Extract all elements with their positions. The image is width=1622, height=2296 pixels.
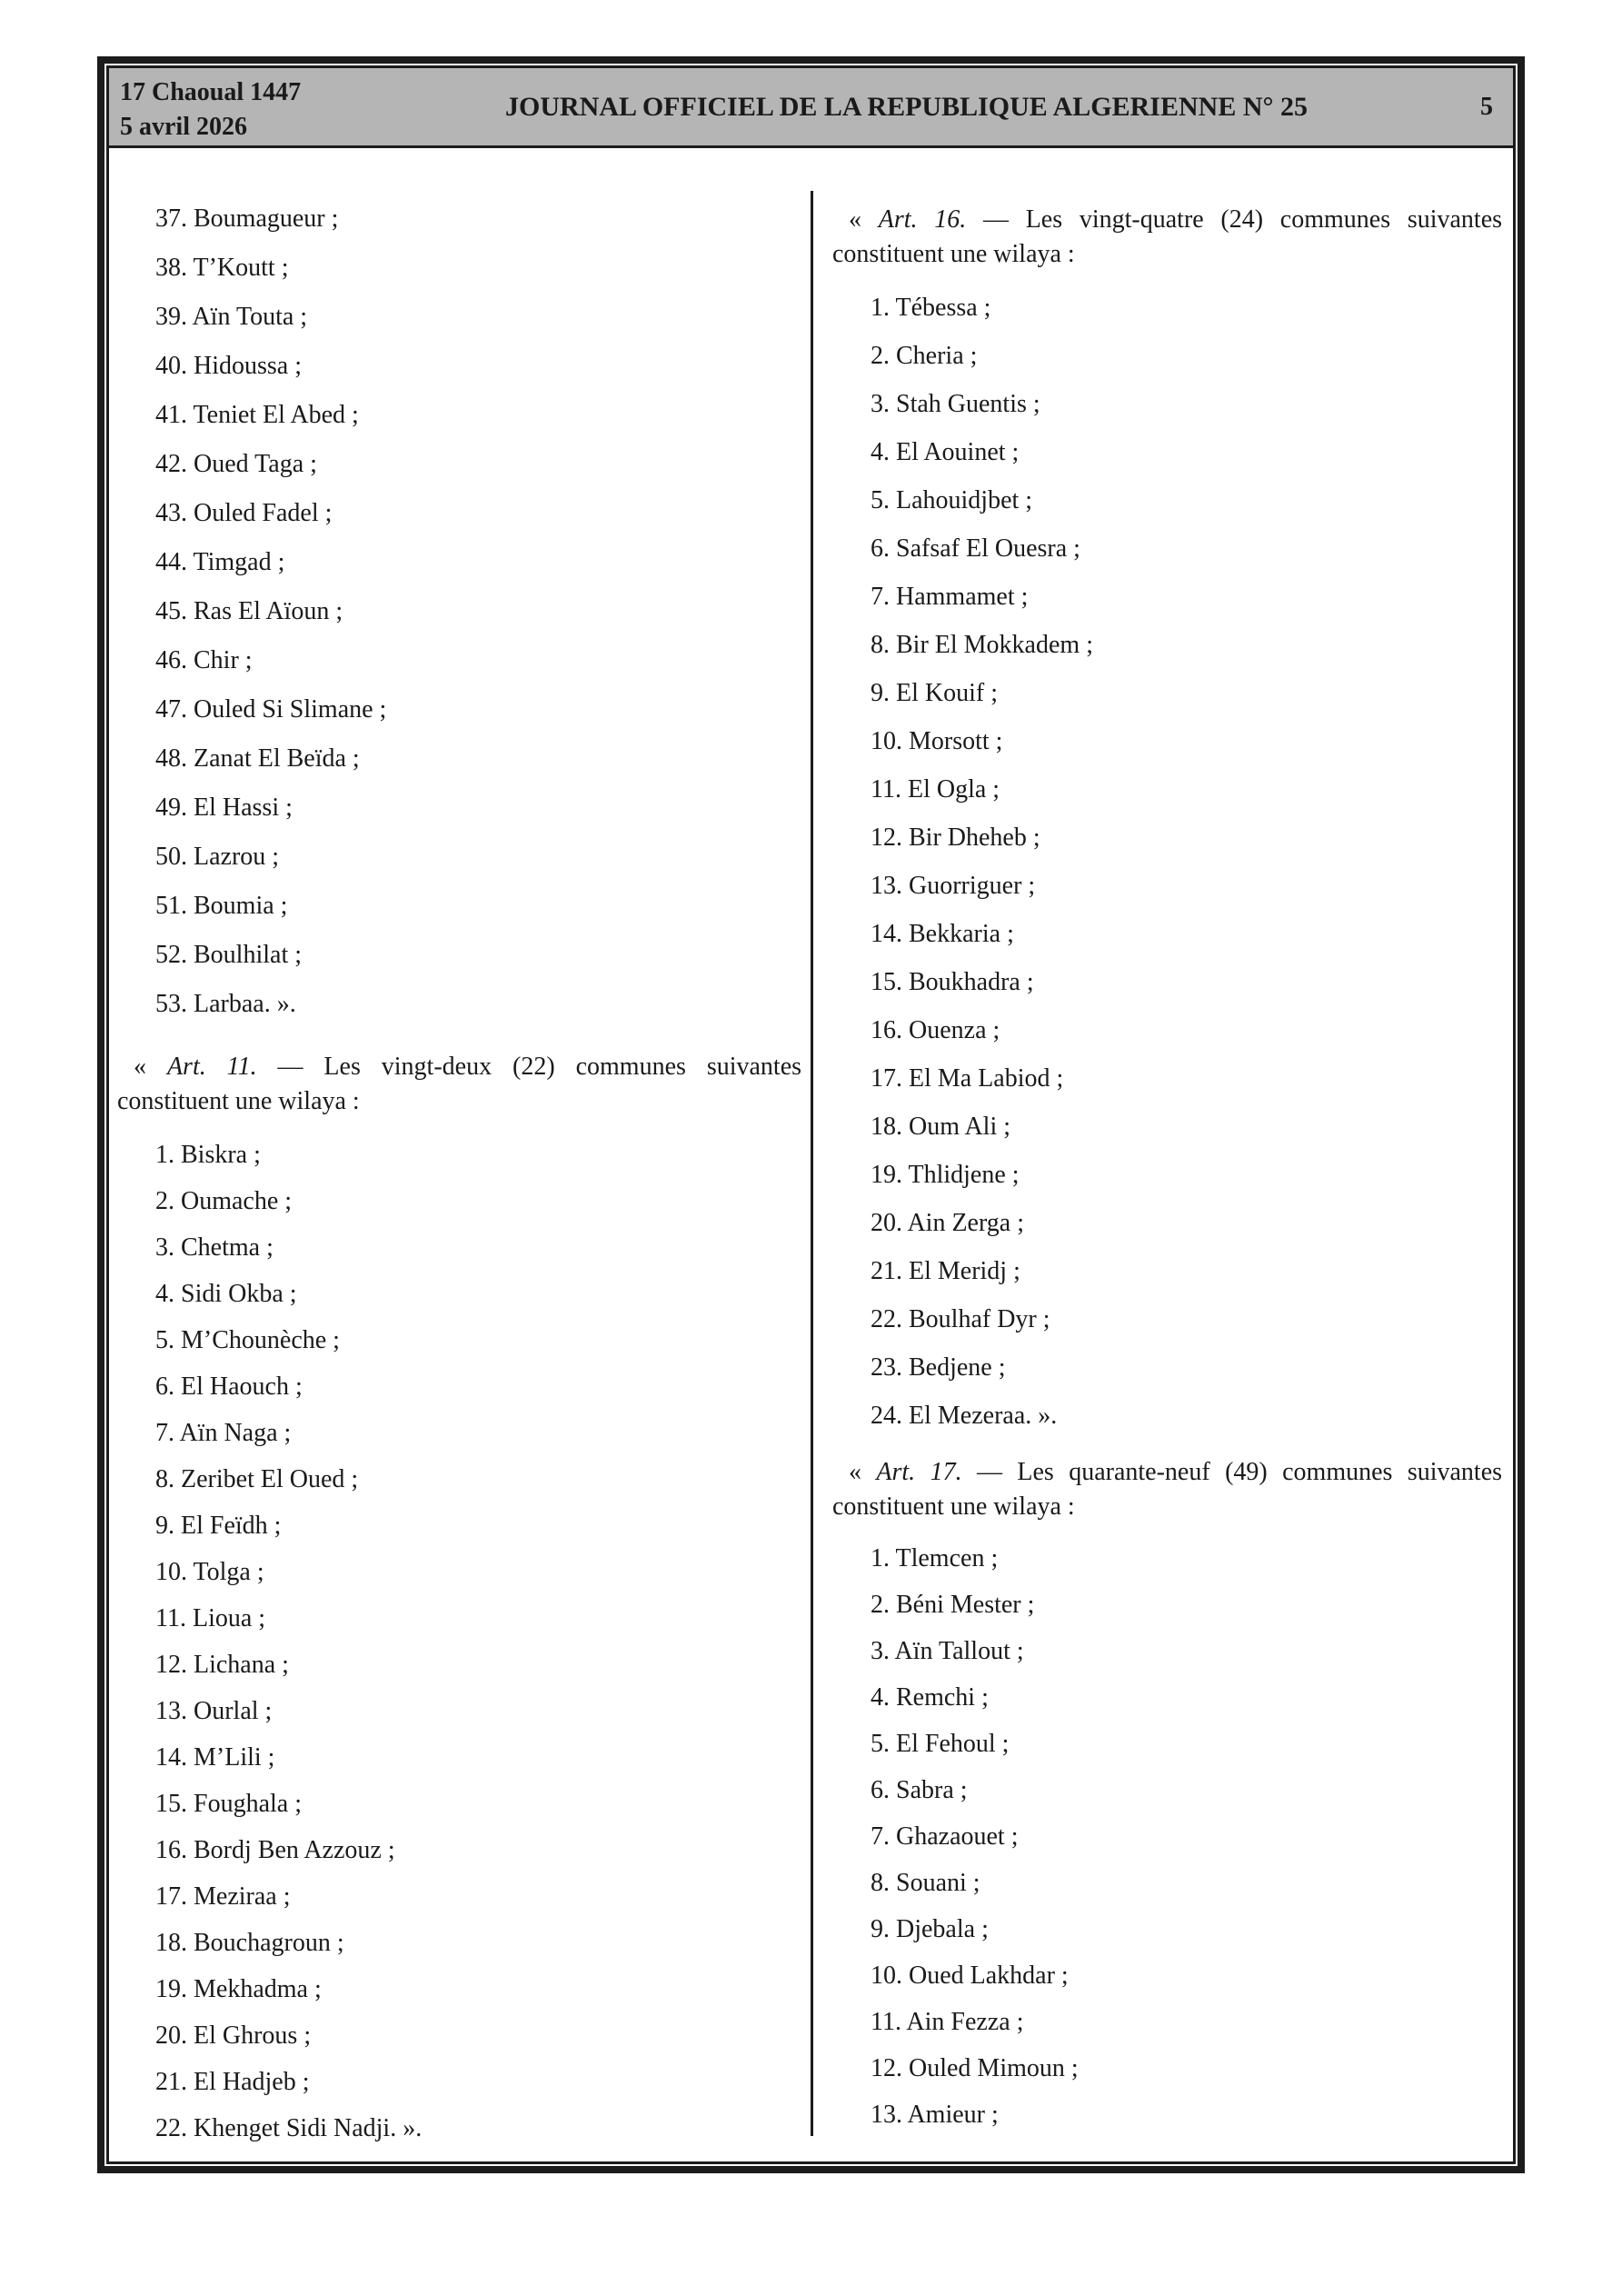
list-item: 2. Cheria ;: [871, 342, 978, 370]
list-item: 50. Lazrou ;: [155, 843, 280, 871]
list-item: 45. Ras El Aïoun ;: [155, 597, 343, 625]
article-17-intro-line1: [832, 1455, 1502, 1490]
list-item: 7. Aïn Naga ;: [155, 1419, 292, 1447]
list-item: 6. Sabra ;: [871, 1776, 968, 1804]
article-16-intro-text: — Les vingt-quatre (24) communes suivantes: [982, 205, 1503, 234]
list-item: 10. Tolga ;: [155, 1558, 264, 1586]
left-column: [109, 148, 811, 2161]
list-item: 51. Boumia ;: [155, 892, 288, 920]
right-column: [813, 148, 1513, 2161]
list-item: 10. Morsott ;: [871, 727, 1003, 755]
article-11-ref: Art. 11.: [166, 1053, 257, 1081]
list-item: 46. Chir ;: [155, 646, 253, 674]
opening-guillemet: «: [134, 1053, 146, 1081]
article-17-communes-list: [832, 1546, 1502, 2128]
list-item: 24. El Mezeraa. ».: [871, 1402, 1058, 1430]
list-item: 5. Lahouidjbet ;: [871, 486, 1033, 514]
list-item: 13. Ourlal ;: [155, 1697, 273, 1725]
list-item: 1. Biskra ;: [155, 1141, 261, 1169]
list-item: 5. M’Chounèche ;: [155, 1326, 340, 1354]
list-item: 48. Zanat El Beïda ;: [155, 744, 360, 773]
list-item: 20. Ain Zerga ;: [871, 1209, 1025, 1237]
article-16-intro-line2: constituent une wilaya :: [832, 240, 1075, 268]
list-item: 8. Souani ;: [871, 1869, 980, 1897]
list-item: 1. Tébessa ;: [871, 294, 991, 322]
header-dates: [109, 68, 363, 145]
list-item: 3. Chetma ;: [155, 1233, 274, 1262]
date-hijri: 17 Chaoual 1447: [120, 78, 302, 106]
date-gregorian: 5 avril 2026: [120, 113, 247, 141]
list-item: 3. Stah Guentis ;: [871, 390, 1040, 418]
article-11-intro-line2: constituent une wilaya :: [117, 1087, 360, 1115]
list-item: 12. Lichana ;: [155, 1651, 289, 1679]
list-item: 8. Bir El Mokkadem ;: [871, 631, 1093, 659]
list-item: 12. Bir Dheheb ;: [871, 824, 1040, 852]
list-item: 49. El Hassi ;: [155, 794, 293, 822]
list-item: 5. El Fehoul ;: [871, 1730, 1010, 1758]
list-item: 11. El Ogla ;: [871, 775, 1000, 804]
list-item: 14. M’Lili ;: [155, 1743, 275, 1772]
list-item: 4. El Aouinet ;: [871, 438, 1020, 466]
opening-guillemet: «: [849, 205, 861, 234]
article-11-intro-line1: [117, 1050, 801, 1084]
list-item: 2. Oumache ;: [155, 1187, 293, 1215]
list-item: 18. Bouchagroun ;: [155, 1929, 344, 1957]
list-item: 2. Béni Mester ;: [871, 1591, 1035, 1619]
page-number: 5: [1480, 92, 1493, 121]
journal-title: JOURNAL OFFICIEL DE LA REPUBLIQUE ALGERIENNE N° 25: [505, 91, 1308, 122]
list-item: 1. Tlemcen ;: [871, 1544, 999, 1572]
list-item: 17. El Ma Labiod ;: [871, 1064, 1064, 1093]
article-17-intro-line2: constituent une wilaya :: [832, 1492, 1075, 1521]
article-11-intro-text: — Les vingt-deux (22) communes suivantes: [277, 1053, 802, 1081]
article-17-intro-text: — Les quarante-neuf (49) communes suivantes: [977, 1458, 1503, 1486]
list-item: 15. Foughala ;: [155, 1790, 302, 1818]
list-item: 19. Mekhadma ;: [155, 1975, 322, 2003]
page-body: [109, 148, 1513, 2161]
list-item: 11. Lioua ;: [155, 1604, 266, 1632]
list-item: 9. Djebala ;: [871, 1915, 989, 1943]
list-item: 7. Hammamet ;: [871, 583, 1029, 611]
article-16-intro-line1: [832, 203, 1502, 237]
article-17-ref: Art. 17.: [876, 1458, 962, 1486]
list-item: 7. Ghazaouet ;: [871, 1822, 1019, 1851]
list-item: 13. Guorriguer ;: [871, 872, 1036, 900]
list-item: 18. Oum Ali ;: [871, 1113, 1011, 1141]
list-item: 44. Timgad ;: [155, 548, 285, 576]
list-item: 9. El Feïdh ;: [155, 1512, 282, 1540]
list-item: 53. Larbaa. ».: [155, 990, 296, 1018]
list-item: 37. Boumagueur ;: [155, 205, 339, 233]
opening-guillemet: «: [849, 1458, 861, 1486]
article-16-communes-list: [832, 295, 1502, 1429]
list-item: 21. El Meridj ;: [871, 1257, 1020, 1285]
article-16-ref: Art. 16.: [878, 205, 967, 234]
list-item: 40. Hidoussa ;: [155, 352, 302, 380]
list-item: 42. Oued Taga ;: [155, 450, 317, 478]
list-item: 52. Boulhilat ;: [155, 941, 302, 969]
list-item: 4. Remchi ;: [871, 1683, 989, 1712]
list-item: 10. Oued Lakhdar ;: [871, 1962, 1069, 1990]
list-item: 43. Ouled Fadel ;: [155, 499, 333, 527]
list-item: 16. Ouenza ;: [871, 1016, 1000, 1044]
list-item: 9. El Kouif ;: [871, 679, 998, 707]
list-item: 4. Sidi Okba ;: [155, 1280, 297, 1308]
article-17-intro: [832, 1455, 1502, 1524]
article-11-communes-list: [117, 1143, 801, 2141]
communes-list-continued: [117, 206, 801, 1017]
list-item: 8. Zeribet El Oued ;: [155, 1465, 359, 1493]
article-11-intro: [117, 1050, 801, 1119]
list-item: 41. Teniet El Abed ;: [155, 401, 359, 429]
list-item: 23. Bedjene ;: [871, 1353, 1006, 1382]
list-item: 21. El Hadjeb ;: [155, 2068, 310, 2096]
list-item: 6. El Haouch ;: [155, 1373, 303, 1401]
list-item: 3. Aïn Tallout ;: [871, 1637, 1024, 1665]
list-item: 16. Bordj Ben Azzouz ;: [155, 1836, 395, 1864]
list-item: 39. Aïn Touta ;: [155, 303, 308, 331]
list-item: 17. Meziraa ;: [155, 1882, 291, 1911]
journal-header-bar: [109, 68, 1513, 148]
list-item: 11. Ain Fezza ;: [871, 2008, 1024, 2036]
list-item: 6. Safsaf El Ouesra ;: [871, 534, 1080, 563]
page-frame: [97, 56, 1525, 2173]
list-item: 14. Bekkaria ;: [871, 920, 1014, 948]
list-item: 22. Boulhaf Dyr ;: [871, 1305, 1050, 1333]
page-frame-inner-border: [106, 65, 1516, 2164]
list-item: 20. El Ghrous ;: [155, 2021, 312, 2050]
list-item: 15. Boukhadra ;: [871, 968, 1034, 996]
list-item: 19. Thlidjene ;: [871, 1161, 1020, 1189]
list-item: 13. Amieur ;: [871, 2101, 999, 2129]
article-16-intro: [832, 203, 1502, 272]
list-item: 47. Ouled Si Slimane ;: [155, 695, 387, 724]
list-item: 38. T’Koutt ;: [155, 254, 289, 282]
list-item: 12. Ouled Mimoun ;: [871, 2054, 1079, 2082]
list-item: 22. Khenget Sidi Nadji. ».: [155, 2114, 423, 2142]
